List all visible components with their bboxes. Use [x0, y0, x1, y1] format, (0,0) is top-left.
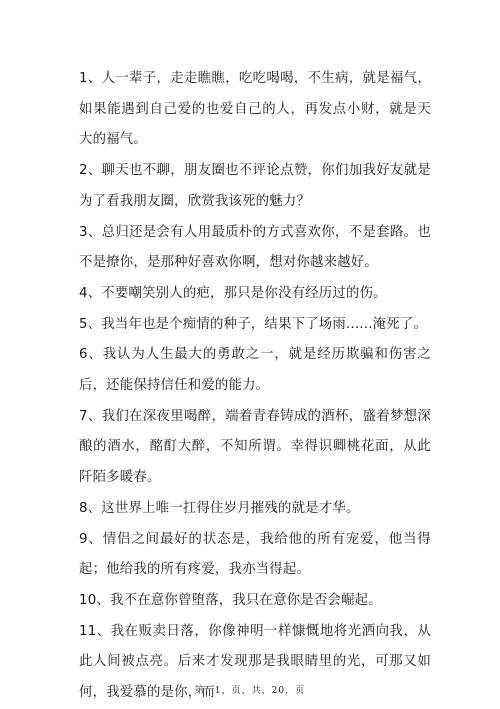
paragraph-7: 7、我们在深夜里喝醉，端着青春铸成的酒杯，盛着梦想深酿的酒水，酩酊大醉，不知所谓。幸得识卿桃花面，从此阡陌多暖春。: [79, 408, 431, 486]
paragraph-3: 3、总归还是会有人用最质朴的方式喜欢你，不是套路。也不是撩你，是那种好喜欢你啊，想对你越来越好。: [79, 224, 431, 271]
paragraph-1: 1、人一辈子，走走瞧瞧，吃吃喝喝，不生病，就是福气，如果能遇到自己爱的也爱自己的人，再发点小财，就是天大的福气。: [79, 71, 431, 148]
paragraph-10: 10、我不在意你曾堕落，我只在意你是否会崛起。: [79, 592, 382, 608]
paragraph-6: 6、我认为人生最大的勇敢之一，就是经历欺骗和伤害之后，还能保持信任和爱的能力。: [79, 347, 431, 394]
paragraph-4: 4、不要嘲笑别人的疤，那只是你没有经历过的伤。: [79, 285, 387, 301]
paragraph-9: 9、情侣之间最好的状态是，我给他的所有宠爱，他当得起；他给我的所有疼爱，我亦当得起。: [79, 531, 431, 578]
page-footer: 第，1，页，共，20，页: [194, 686, 306, 696]
paragraph-5: 5、我当年也是个痴情的种子，结果下了场雨......淹死了。: [79, 316, 428, 332]
paragraph-11: 11、我在贩卖日落，你像神明一样慷慨地将光洒向我，从此人间被点亮。后来才发现那是我眼睛里的光，可那又如何，我爱慕的是你，而: [79, 623, 431, 701]
document-body: [79, 64, 431, 709]
paragraph-8: 8、这世界上唯一扛得住岁月摧残的就是才华。: [79, 500, 360, 516]
paragraph-2: 2、聊天也不聊，朋友圈也不评论点赞，你们加我好友就是为了看我朋友圈，欣赏我该死的魅力？: [79, 163, 431, 209]
